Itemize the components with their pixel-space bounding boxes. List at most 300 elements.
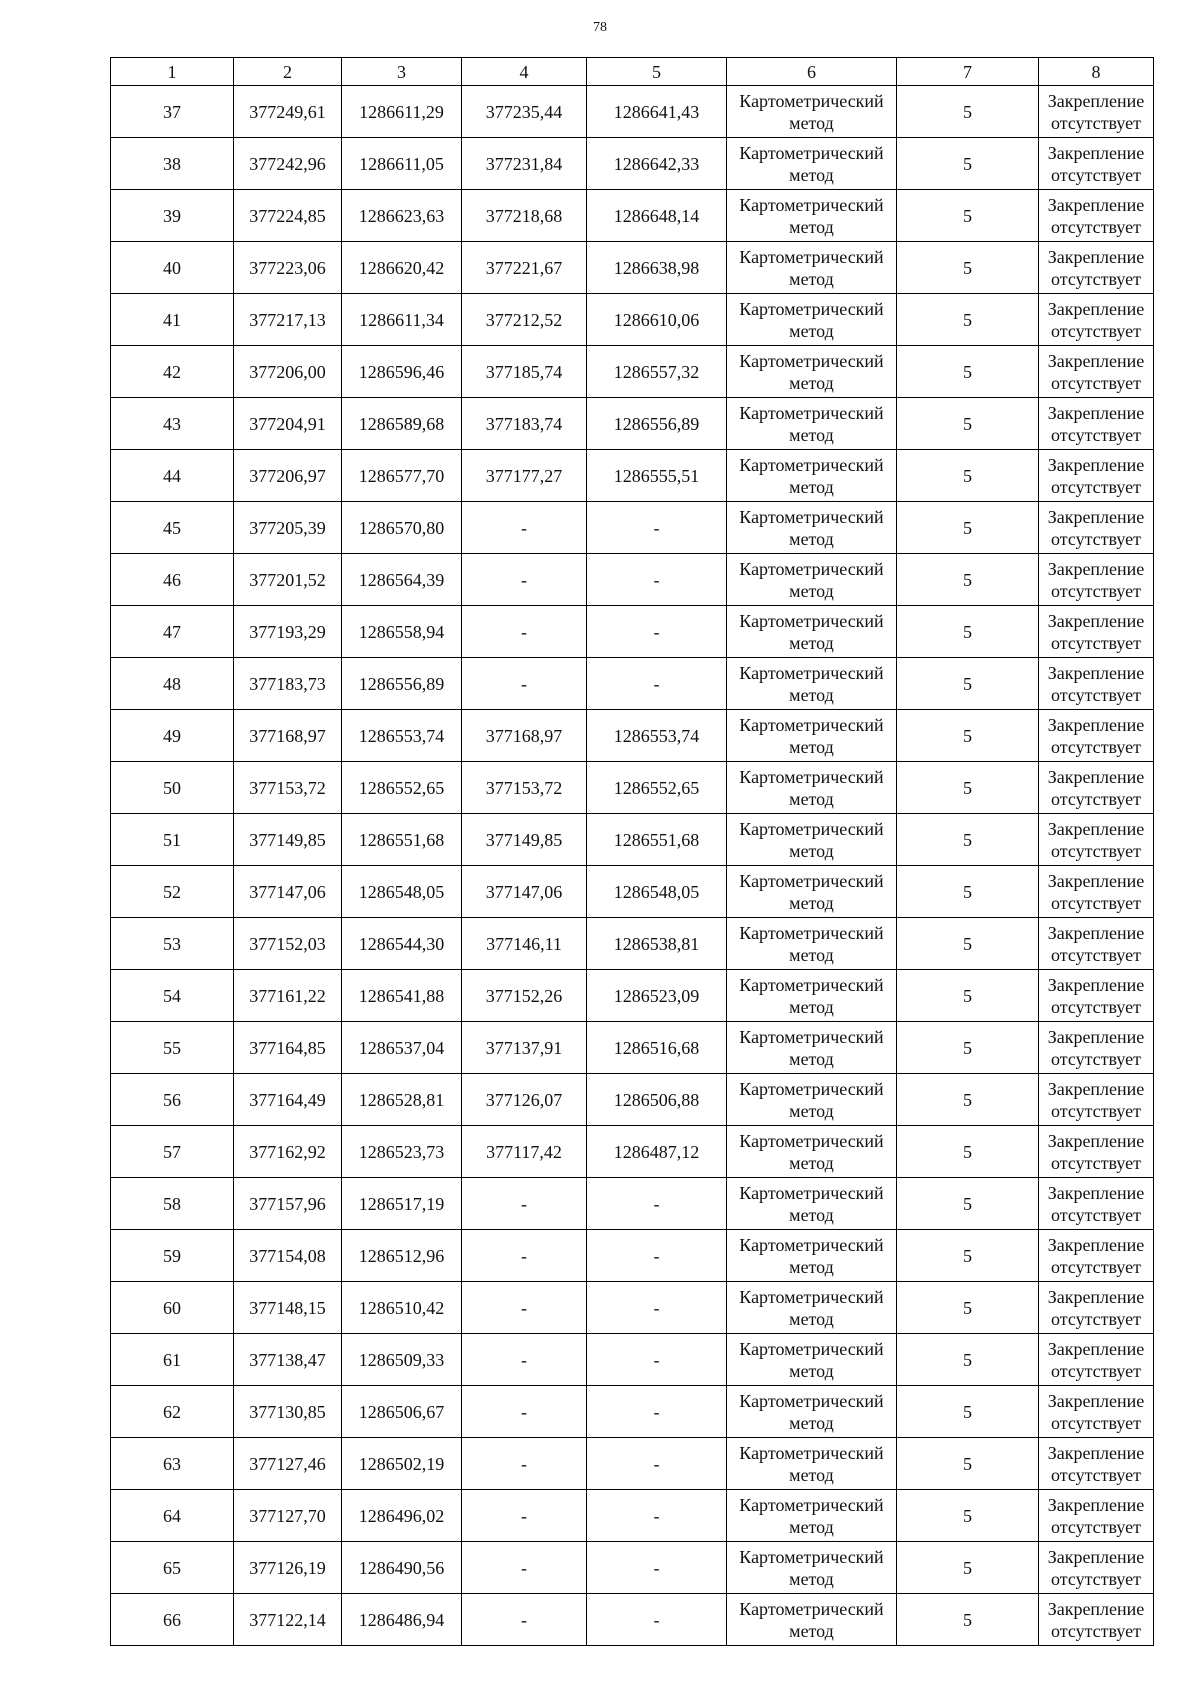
method-cell (727, 502, 897, 554)
header-row (111, 58, 1154, 86)
fixing-cell-line: отсутствует (1050, 1464, 1142, 1485)
fixing-cell-line: Закрепление (1047, 1338, 1145, 1359)
point-number-cell: 65 (111, 1542, 234, 1594)
point-number-cell: 59 (111, 1230, 234, 1282)
method-cell-line: Картометрический (739, 1338, 884, 1359)
point-number-cell: 62 (111, 1386, 234, 1438)
y-coordinate-cell: 1286510,42 (342, 1282, 462, 1334)
fixing-cell-line: отсутствует (1050, 1308, 1142, 1329)
fixing-cell-line: Закрепление (1047, 1442, 1145, 1463)
x-coordinate-cell: 377127,70 (234, 1490, 342, 1542)
y-existing-cell: 1286487,12 (587, 1126, 727, 1178)
method-cell-line: метод (789, 840, 834, 861)
y-existing-cell: 1286557,32 (587, 346, 727, 398)
point-number-cell: 38 (111, 138, 234, 190)
column-header: 3 (342, 58, 462, 86)
method-cell-line: Картометрический (739, 1182, 884, 1203)
fixing-cell-line: отсутствует (1050, 320, 1142, 341)
y-coordinate-cell: 1286490,56 (342, 1542, 462, 1594)
x-coordinate-cell: 377126,19 (234, 1542, 342, 1594)
method-cell (727, 1438, 897, 1490)
fixing-cell-line: отсутствует (1050, 164, 1142, 185)
accuracy-cell: 5 (897, 1022, 1039, 1074)
y-existing-cell: - (587, 1230, 727, 1282)
fixing-cell (1039, 1490, 1154, 1542)
accuracy-cell: 5 (897, 970, 1039, 1022)
y-coordinate-cell: 1286611,34 (342, 294, 462, 346)
method-cell-line: метод (789, 476, 834, 497)
fixing-cell-line: отсутствует (1050, 528, 1142, 549)
accuracy-cell: 5 (897, 710, 1039, 762)
fixing-cell (1039, 814, 1154, 866)
fixing-cell (1039, 450, 1154, 502)
fixing-cell (1039, 762, 1154, 814)
method-cell (727, 242, 897, 294)
method-cell-line: метод (789, 1256, 834, 1277)
fixing-cell (1039, 866, 1154, 918)
y-coordinate-cell: 1286553,74 (342, 710, 462, 762)
column-header: 2 (234, 58, 342, 86)
table-row (111, 762, 1154, 814)
x-coordinate-cell: 377148,15 (234, 1282, 342, 1334)
x-existing-cell: - (462, 1334, 587, 1386)
accuracy-cell: 5 (897, 346, 1039, 398)
point-number-cell: 47 (111, 606, 234, 658)
y-coordinate-cell: 1286523,73 (342, 1126, 462, 1178)
x-coordinate-cell: 377206,00 (234, 346, 342, 398)
point-number-cell: 53 (111, 918, 234, 970)
method-cell-line: Картометрический (739, 922, 884, 943)
fixing-cell-line: отсутствует (1050, 216, 1142, 237)
x-existing-cell: 377218,68 (462, 190, 587, 242)
accuracy-cell: 5 (897, 1230, 1039, 1282)
method-cell-line: Картометрический (739, 1130, 884, 1151)
y-coordinate-cell: 1286502,19 (342, 1438, 462, 1490)
x-existing-cell: 377152,26 (462, 970, 587, 1022)
y-existing-cell: 1286551,68 (587, 814, 727, 866)
point-number-cell: 48 (111, 658, 234, 710)
accuracy-cell: 5 (897, 294, 1039, 346)
x-existing-cell: 377212,52 (462, 294, 587, 346)
x-existing-cell: 377185,74 (462, 346, 587, 398)
accuracy-cell: 5 (897, 86, 1039, 138)
table-row (111, 1542, 1154, 1594)
fixing-cell (1039, 606, 1154, 658)
method-cell (727, 86, 897, 138)
method-cell (727, 1490, 897, 1542)
method-cell (727, 190, 897, 242)
table-row (111, 138, 1154, 190)
fixing-cell (1039, 502, 1154, 554)
x-coordinate-cell: 377224,85 (234, 190, 342, 242)
method-cell-line: метод (789, 632, 834, 653)
fixing-cell-line: отсутствует (1050, 1516, 1142, 1537)
accuracy-cell: 5 (897, 450, 1039, 502)
x-coordinate-cell: 377242,96 (234, 138, 342, 190)
method-cell (727, 554, 897, 606)
y-existing-cell: - (587, 1542, 727, 1594)
method-cell (727, 1074, 897, 1126)
fixing-cell-line: Закрепление (1047, 402, 1145, 423)
accuracy-cell: 5 (897, 606, 1039, 658)
accuracy-cell: 5 (897, 814, 1039, 866)
fixing-cell-line: Закрепление (1047, 90, 1145, 111)
method-cell-line: Картометрический (739, 662, 884, 683)
y-coordinate-cell: 1286558,94 (342, 606, 462, 658)
x-coordinate-cell: 377161,22 (234, 970, 342, 1022)
fixing-cell-line: Закрепление (1047, 662, 1145, 683)
table-row (111, 1230, 1154, 1282)
y-existing-cell: 1286648,14 (587, 190, 727, 242)
y-coordinate-cell: 1286577,70 (342, 450, 462, 502)
x-coordinate-cell: 377149,85 (234, 814, 342, 866)
table-row (111, 502, 1154, 554)
y-existing-cell: 1286553,74 (587, 710, 727, 762)
accuracy-cell: 5 (897, 1074, 1039, 1126)
fixing-cell-line: Закрепление (1047, 558, 1145, 579)
method-cell-line: Картометрический (739, 506, 884, 527)
y-coordinate-cell: 1286551,68 (342, 814, 462, 866)
fixing-cell-line: Закрепление (1047, 1130, 1145, 1151)
x-existing-cell: 377117,42 (462, 1126, 587, 1178)
fixing-cell (1039, 346, 1154, 398)
method-cell-line: метод (789, 424, 834, 445)
x-coordinate-cell: 377217,13 (234, 294, 342, 346)
y-coordinate-cell: 1286552,65 (342, 762, 462, 814)
fixing-cell-line: Закрепление (1047, 1494, 1145, 1515)
fixing-cell-line: Закрепление (1047, 610, 1145, 631)
x-coordinate-cell: 377147,06 (234, 866, 342, 918)
method-cell-line: Картометрический (739, 1234, 884, 1255)
method-cell (727, 1126, 897, 1178)
y-existing-cell: 1286548,05 (587, 866, 727, 918)
fixing-cell (1039, 398, 1154, 450)
y-coordinate-cell: 1286596,46 (342, 346, 462, 398)
fixing-cell-line: Закрепление (1047, 246, 1145, 267)
table-row (111, 606, 1154, 658)
method-cell (727, 762, 897, 814)
method-cell-line: Картометрический (739, 558, 884, 579)
fixing-cell (1039, 190, 1154, 242)
x-coordinate-cell: 377164,49 (234, 1074, 342, 1126)
fixing-cell (1039, 294, 1154, 346)
method-cell-line: метод (789, 788, 834, 809)
table-row (111, 346, 1154, 398)
method-cell-line: метод (789, 1360, 834, 1381)
accuracy-cell: 5 (897, 918, 1039, 970)
point-number-cell: 64 (111, 1490, 234, 1542)
point-number-cell: 63 (111, 1438, 234, 1490)
table-row (111, 658, 1154, 710)
y-coordinate-cell: 1286611,05 (342, 138, 462, 190)
x-coordinate-cell: 377152,03 (234, 918, 342, 970)
fixing-cell-line: Закрепление (1047, 974, 1145, 995)
method-cell-line: метод (789, 1100, 834, 1121)
point-number-cell: 37 (111, 86, 234, 138)
fixing-cell-line: отсутствует (1050, 268, 1142, 289)
y-existing-cell: - (587, 1490, 727, 1542)
accuracy-cell: 5 (897, 1490, 1039, 1542)
method-cell-line: Картометрический (739, 766, 884, 787)
x-coordinate-cell: 377130,85 (234, 1386, 342, 1438)
x-coordinate-cell: 377204,91 (234, 398, 342, 450)
x-existing-cell: 377153,72 (462, 762, 587, 814)
fixing-cell-line: отсутствует (1050, 372, 1142, 393)
fixing-cell-line: Закрепление (1047, 454, 1145, 475)
method-cell-line: Картометрический (739, 402, 884, 423)
method-cell-line: Картометрический (739, 1442, 884, 1463)
method-cell (727, 138, 897, 190)
y-coordinate-cell: 1286623,63 (342, 190, 462, 242)
method-cell-line: метод (789, 1568, 834, 1589)
fixing-cell-line: Закрепление (1047, 142, 1145, 163)
method-cell-line: метод (789, 1308, 834, 1329)
y-existing-cell: - (587, 1178, 727, 1230)
fixing-cell (1039, 970, 1154, 1022)
y-existing-cell: - (587, 1282, 727, 1334)
page-number: 78 (593, 20, 607, 35)
y-coordinate-cell: 1286589,68 (342, 398, 462, 450)
fixing-cell (1039, 710, 1154, 762)
accuracy-cell: 5 (897, 1594, 1039, 1646)
y-existing-cell: - (587, 1386, 727, 1438)
method-cell-line: Картометрический (739, 350, 884, 371)
x-existing-cell: 377235,44 (462, 86, 587, 138)
y-coordinate-cell: 1286548,05 (342, 866, 462, 918)
point-number-cell: 61 (111, 1334, 234, 1386)
table-row (111, 190, 1154, 242)
x-existing-cell: 377168,97 (462, 710, 587, 762)
y-existing-cell: 1286506,88 (587, 1074, 727, 1126)
x-existing-cell: - (462, 1490, 587, 1542)
x-coordinate-cell: 377127,46 (234, 1438, 342, 1490)
table-body (111, 86, 1154, 1646)
table-row (111, 1334, 1154, 1386)
y-existing-cell: 1286538,81 (587, 918, 727, 970)
x-coordinate-cell: 377193,29 (234, 606, 342, 658)
x-existing-cell: 377147,06 (462, 866, 587, 918)
fixing-cell (1039, 658, 1154, 710)
method-cell-line: метод (789, 528, 834, 549)
fixing-cell (1039, 1542, 1154, 1594)
method-cell (727, 346, 897, 398)
accuracy-cell: 5 (897, 190, 1039, 242)
x-existing-cell: 377231,84 (462, 138, 587, 190)
method-cell-line: Картометрический (739, 454, 884, 475)
y-coordinate-cell: 1286496,02 (342, 1490, 462, 1542)
x-coordinate-cell: 377223,06 (234, 242, 342, 294)
fixing-cell-line: отсутствует (1050, 1100, 1142, 1121)
fixing-cell (1039, 1022, 1154, 1074)
coordinates-table (110, 57, 1154, 1646)
x-existing-cell: 377146,11 (462, 918, 587, 970)
method-cell-line: Картометрический (739, 610, 884, 631)
fixing-cell-line: Закрепление (1047, 1546, 1145, 1567)
y-existing-cell: - (587, 1438, 727, 1490)
fixing-cell-line: отсутствует (1050, 1048, 1142, 1069)
method-cell (727, 450, 897, 502)
y-coordinate-cell: 1286611,29 (342, 86, 462, 138)
method-cell (727, 1282, 897, 1334)
y-existing-cell: - (587, 606, 727, 658)
x-existing-cell: 377183,74 (462, 398, 587, 450)
table-row (111, 450, 1154, 502)
point-number-cell: 52 (111, 866, 234, 918)
column-header: 5 (587, 58, 727, 86)
fixing-cell (1039, 242, 1154, 294)
fixing-cell-line: отсутствует (1050, 424, 1142, 445)
x-coordinate-cell: 377205,39 (234, 502, 342, 554)
fixing-cell (1039, 1282, 1154, 1334)
method-cell (727, 1542, 897, 1594)
x-existing-cell: - (462, 1438, 587, 1490)
method-cell (727, 1334, 897, 1386)
y-coordinate-cell: 1286509,33 (342, 1334, 462, 1386)
y-coordinate-cell: 1286541,88 (342, 970, 462, 1022)
method-cell-line: Картометрический (739, 870, 884, 891)
column-header: 6 (727, 58, 897, 86)
method-cell-line: Картометрический (739, 1078, 884, 1099)
fixing-cell-line: отсутствует (1050, 1204, 1142, 1225)
y-existing-cell: 1286638,98 (587, 242, 727, 294)
fixing-cell-line: отсутствует (1050, 632, 1142, 653)
fixing-cell (1039, 918, 1154, 970)
table-row (111, 1074, 1154, 1126)
method-cell (727, 970, 897, 1022)
y-existing-cell: 1286523,09 (587, 970, 727, 1022)
y-coordinate-cell: 1286556,89 (342, 658, 462, 710)
method-cell-line: Картометрический (739, 142, 884, 163)
point-number-cell: 57 (111, 1126, 234, 1178)
method-cell-line: метод (789, 1620, 834, 1641)
fixing-cell-line: Закрепление (1047, 1598, 1145, 1619)
method-cell (727, 1022, 897, 1074)
x-coordinate-cell: 377168,97 (234, 710, 342, 762)
fixing-cell-line: Закрепление (1047, 1026, 1145, 1047)
table-row (111, 710, 1154, 762)
x-coordinate-cell: 377164,85 (234, 1022, 342, 1074)
y-coordinate-cell: 1286544,30 (342, 918, 462, 970)
y-existing-cell: 1286641,43 (587, 86, 727, 138)
method-cell-line: метод (789, 320, 834, 341)
method-cell (727, 1386, 897, 1438)
method-cell-line: метод (789, 684, 834, 705)
point-number-cell: 39 (111, 190, 234, 242)
method-cell-line: Картометрический (739, 1390, 884, 1411)
fixing-cell-line: Закрепление (1047, 766, 1145, 787)
x-coordinate-cell: 377249,61 (234, 86, 342, 138)
x-existing-cell: - (462, 502, 587, 554)
point-number-cell: 42 (111, 346, 234, 398)
method-cell-line: метод (789, 164, 834, 185)
fixing-cell-line: Закрепление (1047, 194, 1145, 215)
point-number-cell: 60 (111, 1282, 234, 1334)
accuracy-cell: 5 (897, 1334, 1039, 1386)
fixing-cell-line: отсутствует (1050, 476, 1142, 497)
point-number-cell: 66 (111, 1594, 234, 1646)
accuracy-cell: 5 (897, 1386, 1039, 1438)
method-cell-line: Картометрический (739, 194, 884, 215)
method-cell-line: метод (789, 736, 834, 757)
fixing-cell-line: отсутствует (1050, 1620, 1142, 1641)
accuracy-cell: 5 (897, 138, 1039, 190)
table-row (111, 970, 1154, 1022)
fixing-cell-line: отсутствует (1050, 1412, 1142, 1433)
point-number-cell: 44 (111, 450, 234, 502)
method-cell-line: Картометрический (739, 1546, 884, 1567)
table-row (111, 1490, 1154, 1542)
method-cell-line: метод (789, 892, 834, 913)
x-existing-cell: 377221,67 (462, 242, 587, 294)
accuracy-cell: 5 (897, 502, 1039, 554)
method-cell (727, 294, 897, 346)
fixing-cell-line: отсутствует (1050, 1152, 1142, 1173)
accuracy-cell: 5 (897, 1178, 1039, 1230)
method-cell (727, 658, 897, 710)
fixing-cell-line: Закрепление (1047, 870, 1145, 891)
fixing-cell-line: отсутствует (1050, 788, 1142, 809)
point-number-cell: 51 (111, 814, 234, 866)
method-cell-line: Картометрический (739, 1494, 884, 1515)
accuracy-cell: 5 (897, 658, 1039, 710)
table-row (111, 1594, 1154, 1646)
fixing-cell (1039, 1178, 1154, 1230)
x-coordinate-cell: 377153,72 (234, 762, 342, 814)
x-existing-cell: - (462, 1282, 587, 1334)
accuracy-cell: 5 (897, 398, 1039, 450)
x-existing-cell: - (462, 1386, 587, 1438)
method-cell (727, 398, 897, 450)
x-existing-cell: - (462, 1594, 587, 1646)
fixing-cell (1039, 1386, 1154, 1438)
accuracy-cell: 5 (897, 1282, 1039, 1334)
y-coordinate-cell: 1286486,94 (342, 1594, 462, 1646)
x-existing-cell: 377149,85 (462, 814, 587, 866)
point-number-cell: 46 (111, 554, 234, 606)
column-header: 8 (1039, 58, 1154, 86)
method-cell (727, 1230, 897, 1282)
x-coordinate-cell: 377138,47 (234, 1334, 342, 1386)
fixing-cell (1039, 1230, 1154, 1282)
method-cell-line: метод (789, 112, 834, 133)
method-cell-line: Картометрический (739, 1286, 884, 1307)
method-cell-line: метод (789, 1204, 834, 1225)
y-existing-cell: - (587, 1594, 727, 1646)
fixing-cell-line: отсутствует (1050, 1360, 1142, 1381)
point-number-cell: 50 (111, 762, 234, 814)
accuracy-cell: 5 (897, 1438, 1039, 1490)
fixing-cell-line: Закрепление (1047, 922, 1145, 943)
method-cell-line: Картометрический (739, 974, 884, 995)
table-row (111, 814, 1154, 866)
fixing-cell-line: отсутствует (1050, 996, 1142, 1017)
x-existing-cell: - (462, 1230, 587, 1282)
method-cell-line: метод (789, 996, 834, 1017)
x-existing-cell: 377126,07 (462, 1074, 587, 1126)
table-row (111, 398, 1154, 450)
x-existing-cell: - (462, 658, 587, 710)
table-row (111, 866, 1154, 918)
table-row (111, 86, 1154, 138)
x-coordinate-cell: 377162,92 (234, 1126, 342, 1178)
table-row (111, 1022, 1154, 1074)
fixing-cell-line: отсутствует (1050, 840, 1142, 861)
method-cell-line: Картометрический (739, 90, 884, 111)
fixing-cell (1039, 1594, 1154, 1646)
method-cell-line: Картометрический (739, 1026, 884, 1047)
table-row (111, 1386, 1154, 1438)
column-header: 1 (111, 58, 234, 86)
